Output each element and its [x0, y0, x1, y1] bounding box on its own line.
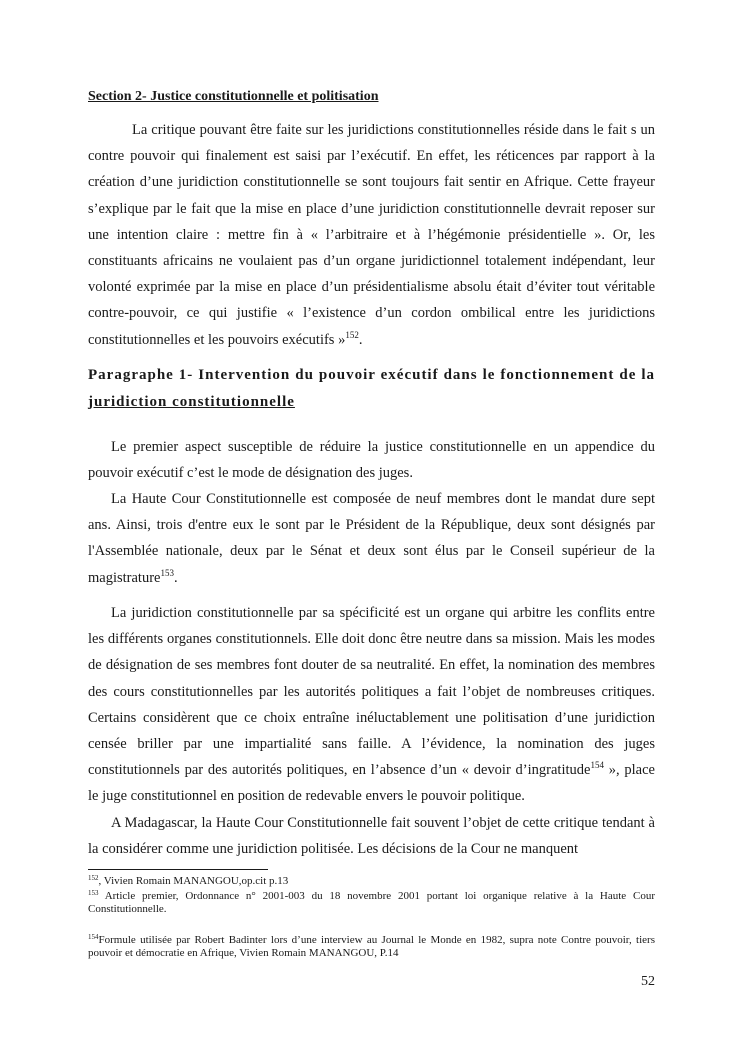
footnote-ref-152[interactable]: 152 — [345, 329, 359, 340]
paragraph-5: A Madagascar, la Haute Cour Constitutionnelle fait souvent l’objet de cette critique tendant à la considérer comme une juridiction politisée. Les décisions de la Cour ne manquent — [88, 815, 655, 858]
paragraph-4-end: », place le juge constitutionnel en position de redevable envers le pouvoir politique. — [88, 762, 655, 805]
paragraph-2: Le premier aspect susceptible de réduire la justice constitutionnelle en un appendice du pouvoir exécutif c’est le mode de désignation des juges. — [88, 439, 655, 482]
footnote-153-text: Article premier, Ordonnance n° 2001-003 du 18 novembre 2001 portant loi organique relative à la Haute Cour Constitutionnelle. — [88, 890, 655, 915]
paragraph-heading-suffix: juridiction constitutionnelle — [88, 394, 295, 410]
footnote-154 — [88, 934, 655, 960]
section-title: Section 2- Justice constitutionnelle et politisation — [88, 89, 379, 104]
footnote-154-number: 154 — [88, 933, 99, 941]
paragraph-heading — [88, 362, 655, 416]
paragraph-3-end: . — [173, 569, 178, 586]
paragraph-1 — [88, 117, 655, 353]
footnote-153-number: 153 — [88, 889, 99, 897]
footnote-152 — [88, 875, 655, 888]
footnote-ref-153[interactable]: 153 — [160, 567, 174, 578]
footnote-ref-154[interactable]: 154 — [590, 760, 604, 771]
footnote-divider — [88, 869, 268, 870]
footnote-153 — [88, 890, 655, 916]
paragraph-1-end: . — [358, 331, 363, 348]
footnote-154-text: Formule utilisée par Robert Badinter lors d’une interview au Journal le Monde en 1982, supra note Contre pouvoir, tiers pouvoir et démocratie en Afrique, Vivien Romain MANANGOU, P.14 — [88, 934, 655, 959]
paragraph-heading-prefix: Paragraphe 1- Intervention du pouvoir exécutif dans le fonctionnement de la — [88, 367, 655, 383]
paragraph-3-text: La Haute Cour Constitutionnelle est composée de neuf membres dont le mandat dure sept ans. Ainsi, trois d'entre eux le sont par le Président de la République, deux sont désignés par l'Assemblée nationale, deux par le Sénat et deux sont élus par le Conseil supérieur de la magistrature — [88, 491, 655, 586]
page-number: 52 — [641, 974, 655, 989]
paragraph-1-text: La critique pouvant être faite sur les juridictions constitutionnelles réside dans le fait s un contre pouvoir qui finalement est saisi par l’exécutif. En effet, les réticences par rapport à la création d’une juridiction constitutionnelle se sont toujours fait sentir en Afrique. Cette frayeur s’explique par le fait que la mise en place d’une juridiction constitutionnelle devrait reposer sur une intention claire : mettre fin à « l’arbitraire et à l’hégémonie présidentielle ». Or, les constituants africains ne voulaient pas d’un organe juridictionnel totalement indépendant, leur volonté exprimée par la mise en place d’un présidentialisme absolu était d’éviter tout véritable contre-pouvoir, ce qui justifie « l’existence d’un cordon ombilical entre les juridictions constitutionnelles et les pouvoirs exécutifs » — [88, 122, 655, 348]
paragraph-4-text: La juridiction constitutionnelle par sa spécificité est un organe qui arbitre les conflits entre les différents organes constitutionnels. Elle doit donc être neutre dans sa mission. Mais les modes de désignation de ses membres font douter de sa neutralité. En effet, la nomination des membres des cours constitutionnelles par les autorités politiques a fait l’objet de nombreuses critiques. Certains considèrent que ce choix entraîne inéluctablement une politisation d’une juridiction censée briller par une impartialité sans faille. A l’évidence, la nomination des juges constitutionnels par des autorités politiques, en l’absence d’un « devoir d’ingratitude — [88, 605, 655, 779]
paragraph-3 — [88, 486, 655, 591]
paragraph-4 — [88, 600, 655, 810]
footnote-152-text: , Vivien Romain MANANGOU,op.cit p.13 — [98, 875, 289, 887]
footnote-152-number: 152 — [88, 874, 99, 882]
